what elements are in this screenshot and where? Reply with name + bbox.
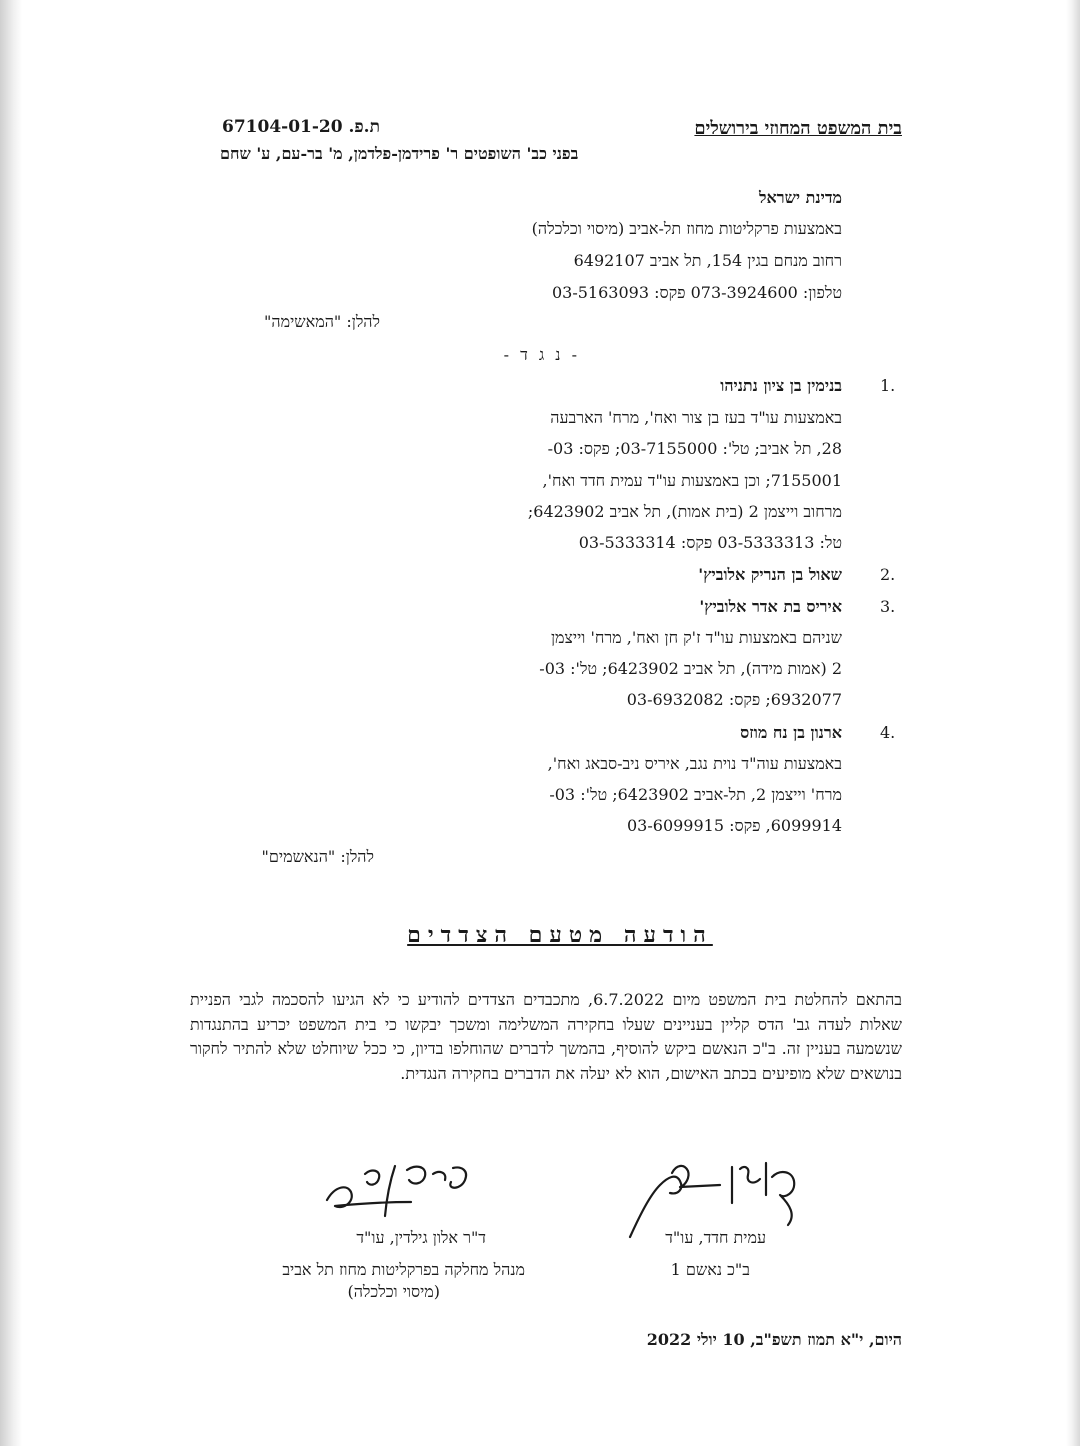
defendant-line: 6932077; פקס: 03-6932082 — [626, 690, 842, 709]
case-number: ת.פ. 67104-01-20 — [222, 117, 380, 137]
defendant-name: בנימין בן ציון נתניהו — [720, 376, 842, 395]
prosecution-line: רחוב מנחם בגין 154, תל אביב 6492107 — [573, 251, 842, 270]
prosecution-name: מדינת ישראל — [758, 188, 842, 207]
defendant-line: מרחוב וייצמן 2 (בית אמות), תל אביב 6423902; — [527, 502, 842, 521]
defendant-line: 6099914, פקס: 03-6099915 — [627, 816, 842, 835]
defendant-name: שאול בן הנריק אלוביץ' — [698, 565, 842, 584]
prosecution-signer-name: ד"ר אלון גילדין, עו"ד — [356, 1228, 486, 1247]
defendant-line: טל: 03-5333313 פקס: 03-5333314 — [578, 533, 842, 552]
prosecution-label: להלן: "המאשימה" — [264, 312, 380, 331]
defendant-number: 4. — [880, 723, 896, 742]
court-name: בית המשפט המחוזי בירושלים — [694, 118, 902, 139]
prosecution-signer-role: מנהל מחלקה בפרקליטות מחוז תל אביב — [282, 1260, 525, 1279]
defendant-line: מרח' וייצמן 2, תל-אביב 6423902; טל': 03- — [549, 785, 842, 804]
defendant-name: איריס בת אדר אלוביץ' — [699, 597, 842, 616]
defendant-line: 7155001; וכן באמצעות עו"ד עמית חדד ואח', — [542, 471, 842, 490]
defendants-label: להלן: "הנאשמים" — [261, 847, 374, 866]
defense-signer-role: ב"כ נאשם 1 — [670, 1260, 750, 1279]
defendant-number: 2. — [880, 565, 896, 584]
defendant-line: באמצעות עוה"ד נוית נגב, איריס ניב-סבאג ואח', — [547, 754, 842, 773]
defendant-name: ארנון בן נח מוזס — [740, 723, 842, 742]
defendant-line: 2 (אמות מידה), תל אביב 6423902; טל': 03- — [539, 659, 842, 678]
scan-edge-right — [1066, 0, 1080, 1446]
scan-edge-left — [0, 0, 22, 1446]
defendant-line: שניהם באמצעות עו"ד ז'ק חן ואח', מרח' וייצמן — [550, 628, 842, 647]
prosecution-line: טלפון: 073-3924600 פקס: 03-5163093 — [551, 283, 842, 302]
defense-signer-name: עמית חדד, עו"ד — [665, 1228, 766, 1247]
prosecution-line: באמצעות פרקליטות מחוז תל-אביב (מיסוי וכלכלה) — [531, 219, 842, 238]
defendant-number: 3. — [880, 597, 896, 616]
notice-body: בהתאם להחלטת בית המשפט מיום 6.7.2022, מתכבדים הצדדים להודיע כי לא הגיעו להסכמה לגבי הפניית שאלות לעדה גב' הדס קליין בעניינים שעלו בחקירה המשלימה ומשכך יבקשו כי בית המשפט יכריע בהתנגדות שנשמעה בעניין זה. ב"כ הנאשם ביקש להוסיף, בהמשך לדברים שהוחלפו בדיון, כי ככל שיוחלט שלא להתיר לחקור בנושאים שלא מופיעים בכתב האישום, הוא לא יעלה את הדברים בחקירה הנגדית. — [190, 990, 903, 1083]
versus-line: - נ ג ד - — [503, 345, 580, 364]
prosecution-signer-role: (מיסוי וכלכלה) — [347, 1282, 440, 1301]
notice-title: הודעה מטעם הצדדים — [407, 922, 713, 948]
date-line: היום, י"א תמוז תשפ"ב, 10 יולי 2022 — [646, 1330, 902, 1349]
judges-line: בפני כב' השופטים ר' פרידמן-פלדמן, מ' בר-עם, ע' שחם — [220, 144, 579, 163]
defendant-line: באמצעות עו"ד בעז בן צור ואח', מרח' הארבעה — [550, 408, 842, 427]
prosecution-signature-icon — [315, 1160, 485, 1230]
defendant-number: 1. — [880, 376, 896, 395]
defendant-line: 28, תל אביב; טל': 03-7155000; פקס: 03- — [547, 439, 842, 458]
